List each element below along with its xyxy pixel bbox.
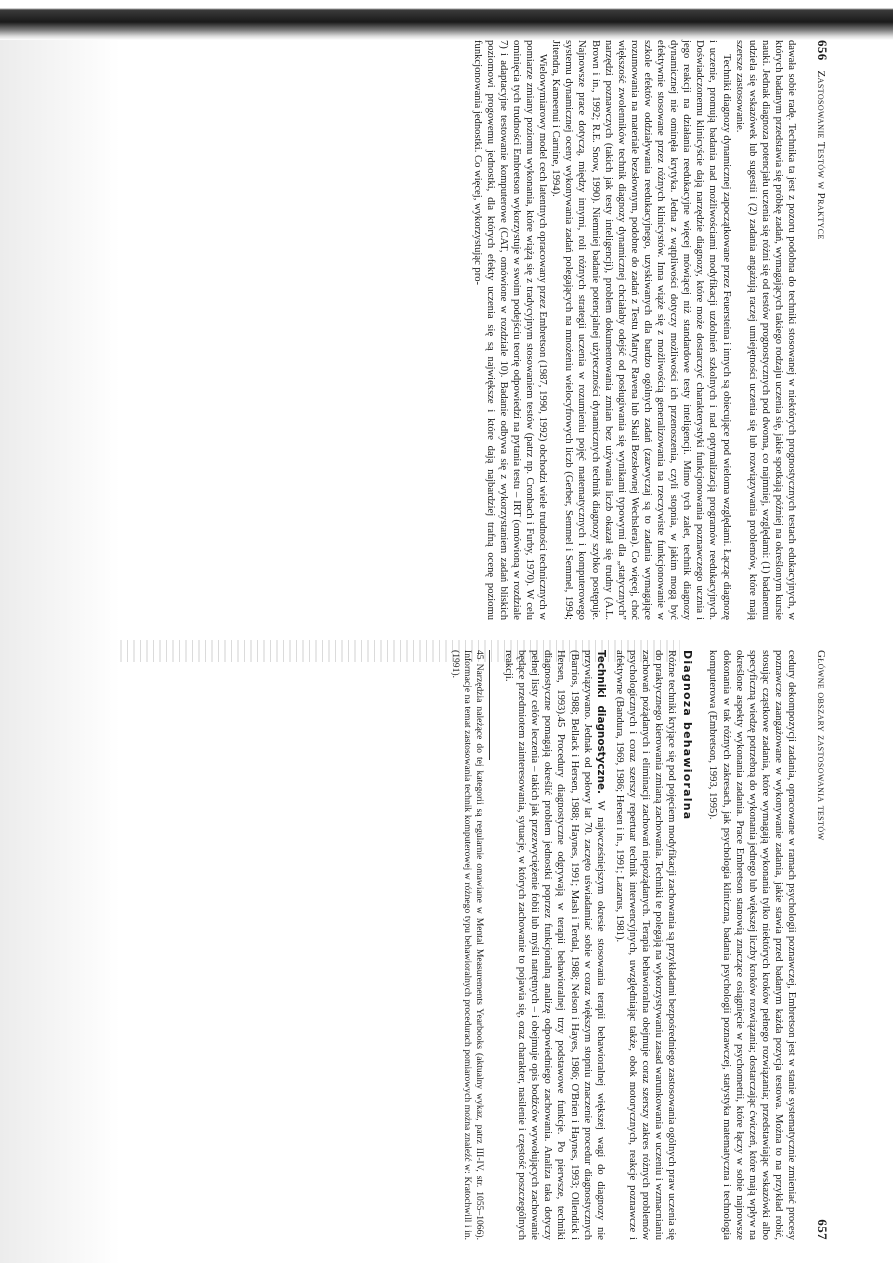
- left-running-title: Zastosowanie Testów w Praktyce: [815, 70, 827, 240]
- paragraph: Wielowymiarowy model cech latentnych opracowany przez Embretson (1987, 1990, 1992) obchodzi wiele trudności technicznych w pomiarze zmiany poziomu wykonania, które wiążą się z tradycyjnym stosowaniem testów (patrz np. Cronbach i Furby, 1970). W celu ominięcia tych trudności Embretson wykorzystuje w swoim podejściu teorię odpowiedzi na pytania testu – IRT (omówioną w rozdziale 7) i adaptacyjne testowanie komputerowe (CAT, omówione w rozdziale 10). Badanie odbywa się z wykorzystaniem zadań bliskich poziomowi progowemu jednostki, dla których efekty uczenia się są największe i które dają najbardziej trafną ocenę poziomu funkcjonowania jednostki. Co więcej, wykorzystując pro-: [471, 40, 549, 620]
- left-running-head: [812, 40, 830, 620]
- paragraph: Różne techniki kryjące się pod pojęciem modyfikacji zachowania są przykładami bezpośredniego zastosowania ogólnych praw uczenia się do praktycznego kierowania zmianą zachowania. Techniki te polegają na wykorzystywaniu zasad warunkowania w uczeniu i wzmacnianiu zachowań pożądanych i eliminacji zachowań niepożądanych. Terapia behawioralna obejmuje coraz szerszy zakres różnych problemów psychologicznych i coraz szerszy repertuar technik interwencyjnych, uwzględniając także, obok motorycznych, reakcje poznawcze i afektywne (Bandura, 1969, 1986; Hersen i in., 1991; Lazarus, 1981).: [613, 650, 678, 1240]
- right-running-title: Główne obszary zastosowania testów: [815, 650, 827, 841]
- right-body-text: [502, 650, 798, 1240]
- scan-shadow: [0, 0, 120, 1263]
- left-page: [160, 40, 830, 620]
- paragraph: dawała sobie radę. Technika ta jest z pozoru podobna do techniki stosowanej w niektórych prognostycznych testach edukacyjnych, w których badanym przedstawia się próbkę zadań, wymagających takiego rodzaju uczenia się, jakie spotkają później na określonym kursie nauki. Jednak diagnoza potencjału uczenia się różni się od testów prognostycznych pod dwoma, co najmniej, względami: (1) badanemu udziela się wskazówek lub sugestii i (2) zadania angażują raczej umiejętności uczenia się lub rozwiązywania problemów, które mają szersze zastosowanie.: [733, 40, 797, 620]
- paragraph-with-run-in-head: [502, 650, 607, 1240]
- right-page-number: 657: [815, 1219, 830, 1240]
- book-spine: [0, 0, 893, 40]
- run-in-text: W najwcześniejszym okresie stosowania terapii behawioralnej większej wagi do diagnozy nie przywiązywano. Jednak od połowy lat 70. zaczęto uświadamiać sobie w coraz większym stopniu znaczenie procedur diagnostycznych (Barrios, 1988; Bellack i Hersen, 1988; Haynes, 1991; Mash i Terdal, 1988; Nelson i Hayes, 1986; O'Brien i Haynes, 1993; Ollendick i Hersen, 1993).45 Procedury diagnostyczne odgrywają w terapii behawioralnej trzy podstawowe funkcje. Po pierwsze, techniki diagnostyczne pomagają określić problem jednostki poprzez funkcjonalną analizę odpowiedniego zachowania. Analiza taka dotyczy pełnej listy celów leczenia – takich jak przezwyciężenie fobii lub myśli natrętnych – i obejmuje opis bodźców wywołujących zachowanie będące przedmiotem zainteresowania, sytuacje, w których zachowanie to pojawia się, oraz charakter, nasilenie i częstość poszczególnych reakcji.: [503, 650, 606, 1240]
- left-body-text: [471, 40, 798, 620]
- footnote-divider: [489, 650, 490, 760]
- left-page-number: 656: [815, 40, 830, 61]
- footnote: 45 Narzędzia należące do tej kategorii są regularnie omawiane w Mental Measurements Yearbooks (aktualny wykaz, patrz III-IV, str. 1055–1066). Informacje na temat zastosowania technik komputerowej w różnego typu behawioralnych procedurach pomiarowych można znaleźć w: Kratochwill i in. (1991).: [450, 650, 486, 1240]
- paragraph: Techniki diagnozy dynamicznej zapoczątkowane przez Feuersteina i innych są obiecujące pod wieloma względami. Łącząc diagnozę i uczenie, promują badania nad możliwościami modyfikacji uzdolnień szkolnych i nad optymalizacją programów reedukacyjnych. Doświadczonemu klinicyście dają narzędzie diagnozy, które może dostarczyć charakterystyki funkcjonowania poznawczego ucznia i jego reakcji na działania reedukacyjne więcej mówiącej niż standardowe testy inteligencji. Mimo tych zalet, technik diagnozy dynamicznej nie ominęła krytyka. Jedna z wątpliwości dotyczy możliwości ich przenoszenia, czyli stopnia, w jakim mogą być efektywnie stosowane przez różnych klinicystów. Inna wiąże się z możliwością generalizowania na rzeczywiste funkcjonowanie w szkole efektów oddziaływania reedukacyjnego, uzyskiwanych dla bardzo ogólnych zadań (zazwyczaj są to zadania wymagające rozumowania na materiale bezsłownym, podobne do zadań z Testu Matryc Ravena lub Skali Bezsłownej Wechslera). Co więcej, choć większość zwolenników technik diagnozy dynamicznej chciałaby odejść od posługiwania się wynikami typowymi dla „statycznych” narzędzi poznawczych (takich jak testy inteligencji), problem dokumentowania zmian bez używania liczb okazał się trudny (A.L. Brown i in., 1992; R.E. Snow, 1990). Niemniej badanie potencjalnej użyteczności dynamicznych technik diagnozy szybko postępuje. Najnowsze prace dotyczą, między innymi, roli różnych strategii uczenia w rozumieniu pojęć matematycznych i komputerowego systemu dynamicznej oceny wykonywania zadań polegających na mnożeniu wielocyfrowych liczb (Gerber, Semmel i Semmel, 1994; Jitendra, Kameenui i Carnine, 1994).: [550, 40, 732, 620]
- right-page: [160, 650, 830, 1240]
- paragraph: cedury dekompozycji zadania, opracowane w ramach psychologii poznawczej, Embretson jest w stanie systematycznie zmieniać procesy poznawcze zaangażowane w wykonywanie zadania, jakie stawia przed badanym każda pozycja testowa. Można to na przykład robić, stosując cząstkowe zadania, które wymagają wykonania tylko niektórych kroków pełnego rozwiązania; przedstawiając wskazówki albo specyficzną wiedzę potrzebną do wykonania jednego lub większej liczby kroków rozwiązania; dostarczając ćwiczeń, które mają wpływ na określone aspekty wykonania zadania. Prace Embretson stanowią znaczące osiągnięcie w psychometrii, które łączy w sobie najnowsze dokonania w tak różnych zakresach, jak psychologia kliniczna, badania psychologii poznawczej, statystyka matematyczna i technologia komputerowa (Embretson, 1993, 1995).: [707, 650, 797, 1240]
- section-title: Diagnoza behawioralna: [681, 650, 695, 821]
- run-in-heading: Techniki diagnostyczne.: [594, 650, 607, 794]
- right-running-head: [812, 650, 830, 1240]
